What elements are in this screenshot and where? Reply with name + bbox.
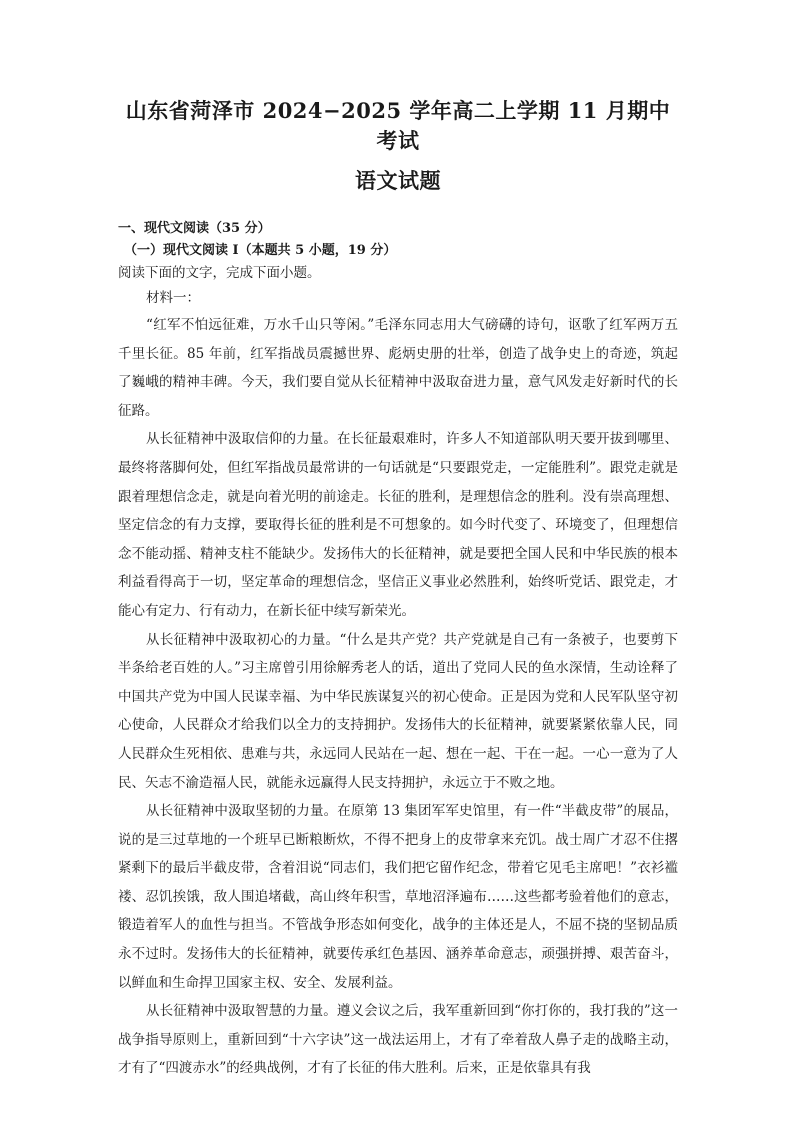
exam-subtitle: 语文试题 [355,168,441,193]
paragraph-wisdom: 从长征精神中汲取智慧的力量。遵义会议之后，我军重新回到“你打你的，我打我的”这一战争指导原则上，重新回到“十六字诀”这一战法运用上，才有了牵着敌人鼻子走的战略主动，才有了“四渡赤水”的经典战例，才有了长征的伟大胜利。后来，正是依靠具有我 [118,1003,678,1077]
paragraph-intro: “红军不怕远征难，万水千山只等闲。”毛泽东同志用大气磅礴的诗句，讴歌了红军两万五千里长征。85 年前，红军指战员震撼世界、彪炳史册的壮举，创造了战争史上的奇迹，筑起了巍峨的精神丰碑。今天，我们要自觉从长征精神中汲取奋进力量，意气风发走好新时代的长征路。 [118,317,678,419]
section-heading: 一、现代文阅读（35 分） [118,221,271,236]
exam-title: 山东省菏泽市 2024−2025 学年高二上学期 11 月期中考试 [125,98,671,153]
paragraph-faith: 从长征精神中汲取信仰的力量。在长征最艰难时，许多人不知道部队明天要开拔到哪里、最终将落脚何处，但红军指战员最常讲的一句话就是“只要跟党走，一定能胜利”。跟党走就是跟着理想信念走，就是向着光明的前途走。长征的胜利，是理想信念的胜利。没有崇高理想、坚定信念的有力支撑，要取得长征的胜利是不可想象的。如今时代变了、环境变了，但理想信念不能动摇、精神支柱不能缺少。发扬伟大的长征精神，就是要把全国人民和中华民族的根本利益看得高于一切，坚定革命的理想信念，坚信正义事业必然胜利，始终听党话、跟党走，才能心有定力、行有动力，在新长征中续写新荣光。 [118,431,678,619]
reading-instruction: 阅读下面的文字，完成下面小题。 [118,265,321,281]
material-label: 材料一： [146,290,200,306]
paragraph-tenacity: 从长征精神中汲取坚韧的力量。在原第 13 集团军军史馆里，有一件“半截皮带”的展品，说的是三过草地的一个班早已断粮断炊，不得不把身上的皮带拿来充饥。战士周广才忍不住撂紧剩下的最后半截皮带，含着泪说“同志们，我们把它留作纪念，带着它见毛主席吧！”衣衫褴褛、忍饥挨饿，敌人围追堵截，高山终年积雪，草地沼泽遍布……这些都考验着他们的意志，锻造着军人的血性与担当。不管战争形态如何变化，战争的主体还是人，不屈不挠的坚韧品质永不过时。发扬伟大的长征精神，就要传承红色基因、涵养革命意志，顽强拼搏、艰苦奋斗，以鲜血和生命捍卫国家主权、安全、发展利益。 [118,803,678,991]
paragraph-original-mission: 从长征精神中汲取初心的力量。“什么是共产党？共产党就是自己有一条被子，也要剪下半条给老百姓的人。”习主席曾引用徐解秀老人的话，道出了党同人民的鱼水深情，生动诠释了中国共产党为中国人民谋幸福、为中华民族谋复兴的初心使命。正是因为党和人民军队坚守初心使命，人民群众才给我们以全力的支持拥护。发扬伟大的长征精神，就要紧紧依靠人民，同人民群众生死相依、患难与共，永远同人民站在一起、想在一起、干在一起。一心一意为了人民、矢志不渝造福人民，就能永远赢得人民支持拥护，永远立于不败之地。 [118,631,678,791]
subsection-heading: （一）现代文阅读 I（本题共 5 小题，19 分） [124,243,397,258]
